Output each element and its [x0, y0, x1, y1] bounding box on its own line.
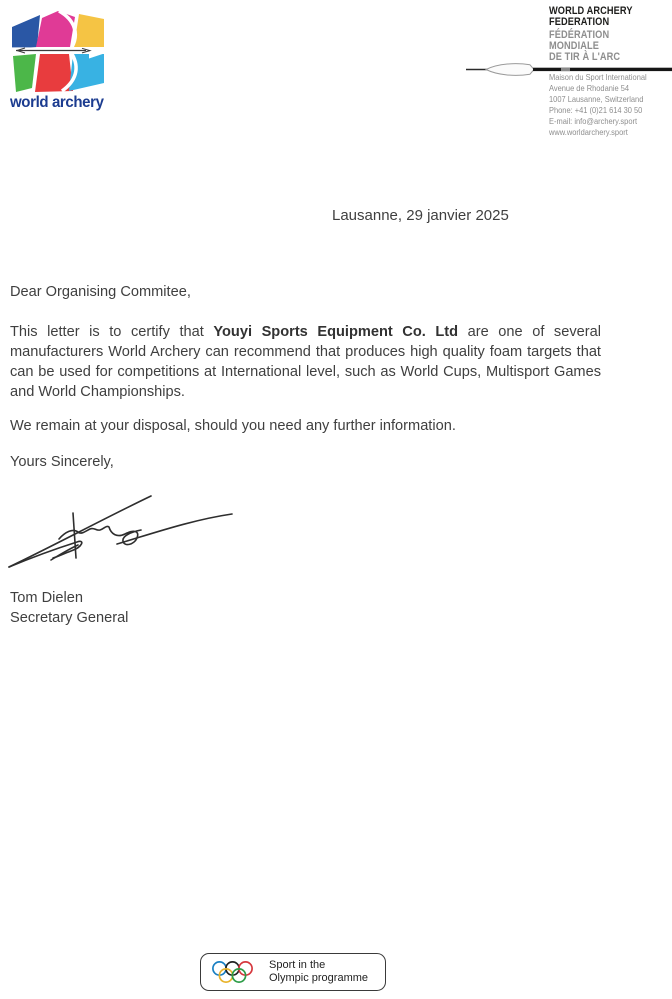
address-line: 1007 Lausanne, Switzerland	[549, 94, 644, 105]
org-name-fr	[549, 30, 620, 64]
body-text-after: are one of several manufacturers World Archery can recommend that produces high quality foam targets that can be used for competitions at International level, such as World Cups, Multisport Games and World Championships.	[10, 324, 601, 400]
olympic-rings-icon	[211, 959, 261, 985]
brand-wordmark: world archery	[10, 94, 104, 111]
badge-text-line2: Olympic programme	[269, 972, 369, 984]
badge-text-line1: Sport in the	[269, 958, 326, 971]
company-name: Youyi Sports Equipment Co. Ltd	[213, 324, 459, 340]
closing-line: We remain at your disposal, should you need any further information.	[10, 418, 456, 434]
salutation: Dear Organising Commitee,	[10, 284, 191, 300]
org-name-fr-line1: FÉDÉRATION	[549, 29, 610, 41]
org-name-en-line2: FEDERATION	[549, 16, 610, 29]
address-line: E-mail: info@archery.sport	[549, 116, 638, 127]
address-line: www.worldarchery.sport	[549, 127, 628, 138]
valediction: Yours Sincerely,	[10, 454, 114, 470]
body-text-before: This letter is to certify that	[10, 324, 214, 340]
org-name-fr-line3: DE TIR À L'ARC	[549, 51, 621, 64]
signer-title: Secretary General	[10, 609, 129, 626]
olympic-programme-badge	[200, 953, 386, 991]
signer-name: Tom Dielen	[10, 590, 83, 606]
world-archery-logo-icon	[12, 11, 104, 94]
olympic-badge-text	[269, 959, 368, 986]
org-name-en-line1: WORLD ARCHERY	[549, 5, 633, 17]
address-line: Avenue de Rhodanie 54	[549, 83, 630, 94]
address-line: Phone: +41 (0)21 614 30 50	[549, 105, 643, 116]
dateline: Lausanne, 29 janvier 2025	[332, 207, 509, 224]
body-paragraph	[10, 322, 601, 402]
org-name-fr-line2: MONDIALE	[549, 40, 599, 53]
org-address	[549, 72, 647, 139]
signature-image	[3, 487, 238, 571]
signature-block	[10, 589, 128, 628]
address-line: Maison du Sport International	[549, 72, 647, 82]
org-name-en	[549, 6, 633, 28]
